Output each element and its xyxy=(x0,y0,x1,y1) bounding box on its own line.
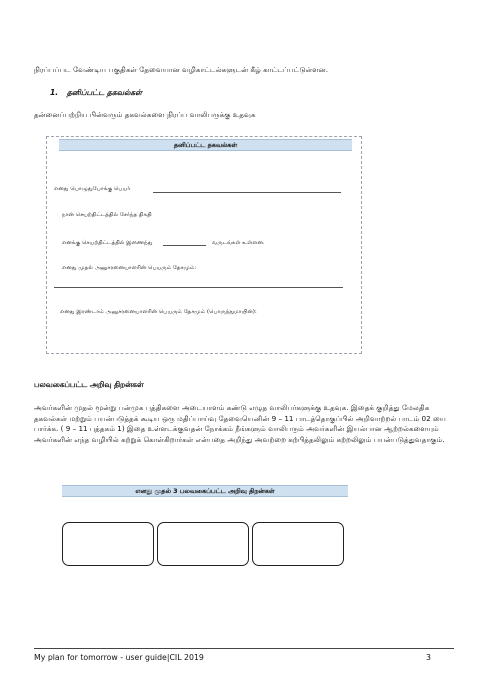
intelligence-box-3[interactable] xyxy=(252,522,344,566)
years-suffix-label: வருடங்கள் உள்ளன. xyxy=(212,240,265,246)
years-prefix-label: எனக்கு செயற்திட்டத்தில் இணைந்து xyxy=(62,240,153,246)
personal-info-header: தனிப்பட்ட தகவல்கள் xyxy=(59,139,352,151)
footer-divider xyxy=(34,648,454,649)
intelligences-header: எனது முதல் 3 பலவகைப்பட்ட அறிவு திறன்கள் xyxy=(62,485,348,497)
section-2-paragraph: அவர்களின் முதல் மூன்று பன்முக புத்திகளை அடையாளம் கண்டு எழுத வாலிபர்களுக்கு உதவுக. இதைக் குறித்து மேலதிக தகவல்கள் மற்றும் பயன்படுத்தக் கூடிய ஒரு மதிப்பாய்வு தேவையெனின் 9 – 11 பாடத்தொகுப்பில் அறிவாற்றல் பாடம் 02 யை பார்க்க. ( 9 – 11 புத்தகம் 1) இதை உள்ளடக்குவதன் நோக்கம் நீங்களும் வாலிபரும் அவர்களின் இயல்பான ஆற்றல்களையும் அவர்களின் எந்த வழியில் கற்றுக் கொள்கிறார்கள் என்பதை அறிந்து அவற்றை கற்பித்தலிலும் கற்றலிலும் பயன்படுத்துவதாகும். xyxy=(34,403,446,444)
first-sponsor-label: எனது முதல் அனுசரனையாளரின் பெயரும் தேசமும்: xyxy=(62,265,197,271)
join-date-label: நான் செயற்திட்டத்தில் சேர்ந்த திகதி xyxy=(62,212,152,218)
section-1-subtitle: தன்னைப்பற்றிய பின்வரும் தகவல்களை நிரப்ப வாலிபருக்கு உதவுக xyxy=(34,110,256,119)
first-sponsor-field-line[interactable] xyxy=(54,287,343,288)
section-2-title: பலவகைப்பட்ட அறிவு திறன்கள் xyxy=(34,380,144,389)
intelligence-box-2[interactable] xyxy=(157,522,249,566)
intro-text: நிரப்பப்பட வேண்டிய பகுதிகள் தேவையான வழிகாட்டல்களுடன் கீழ் காட்டப்பட்டுள்ளன. xyxy=(34,65,329,74)
section-1-title: தனிப்பட்ட தகவல்கள் xyxy=(66,88,142,97)
years-field-line[interactable] xyxy=(163,245,206,246)
intelligence-box-1[interactable] xyxy=(62,522,154,566)
second-sponsor-label: எனது இரண்டாம் அனுசரனையாளரின் பெயரும் தேசமும் (பொருந்துமாயின்): xyxy=(60,309,257,315)
name-field-line[interactable] xyxy=(153,192,341,193)
footer-text: My plan for tomorrow - user guide|CIL 2019 xyxy=(34,653,204,662)
section-1-number: 1. xyxy=(50,88,59,97)
name-label: எனது பொழுதுபோக்கு பெயர் xyxy=(54,186,131,192)
page-number: 3 xyxy=(426,653,431,662)
section-1-heading xyxy=(50,88,142,98)
